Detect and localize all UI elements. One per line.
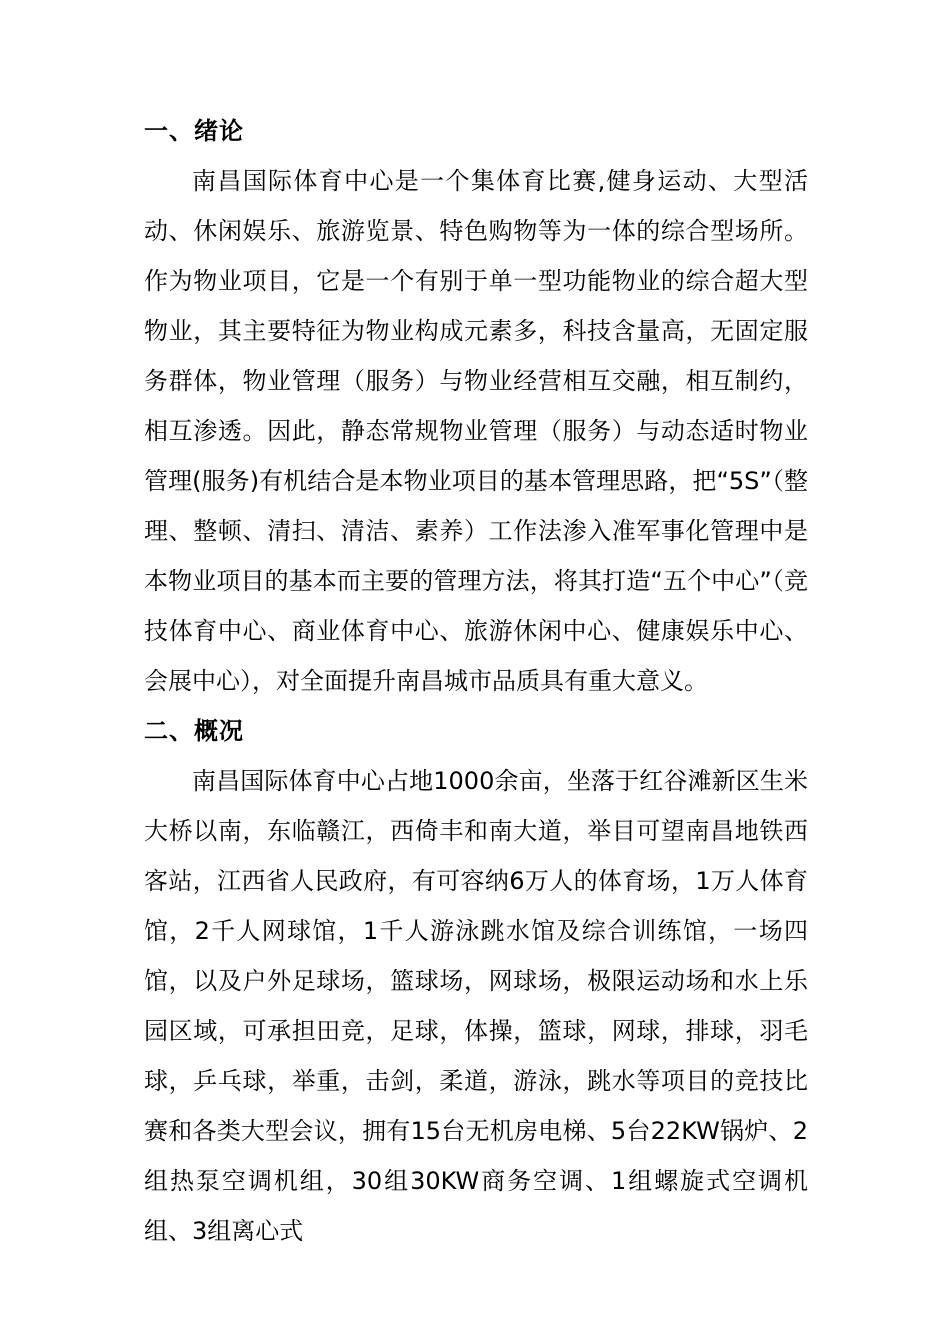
section-paragraph-overview: 南昌国际体育中心占地1000余亩，坐落于红谷滩新区生米大桥以南，东临赣江，西倚丰和南大道，举目可望南昌地铁西客站，江西省人民政府，有可容纳6万人的体育场，1万人体育馆，2千人网球馆，1千人游泳跳水馆及综合训练馆，一场四馆，以及户外足球场，篮球场，网球场，极限运动场和水上乐园区域，可承担田竞，足球，体操，篮球，网球，排球，羽毛球，乒乓球，举重，击剑，柔道，游泳，跳水等项目的竞技比赛和各类大型会议，拥有15台无机房电梯、5台22KW锅炉、2组热泵空调机组，30组30KW商务空调、1组螺旋式空调机组、3组离心式 [144, 767, 808, 1245]
section-heading-overview: 二、概况 [144, 717, 244, 745]
section-paragraph-introduction: 南昌国际体育中心是一个集体育比赛,健身运动、大型活动、休闲娱乐、旅游览景、特色购物等为一体的综合型场所。作为物业项目，它是一个有别于单一型功能物业的综合超大型物业，其主要特征为物业构成元素多，科技含量高，无固定服务群体，物业管理（服务）与物业经营相互交融，相互制约，相互渗透。因此，静态常规物业管理（服务）与动态适时物业管理(服务)有机结合是本物业项目的基本管理思路，把“5S”（整理、整顿、清扫、清洁、素养）工作法渗入准军事化管理中是本物业项目的基本而主要的管理方法，将其打造“五个中心”（竞技体育中心、商业体育中心、旅游休闲中心、健康娱乐中心、会展中心），对全面提升南昌城市品质具有重大意义。 [144, 167, 808, 695]
document-body [144, 106, 808, 1256]
section-heading-introduction: 一、绪论 [144, 117, 244, 145]
